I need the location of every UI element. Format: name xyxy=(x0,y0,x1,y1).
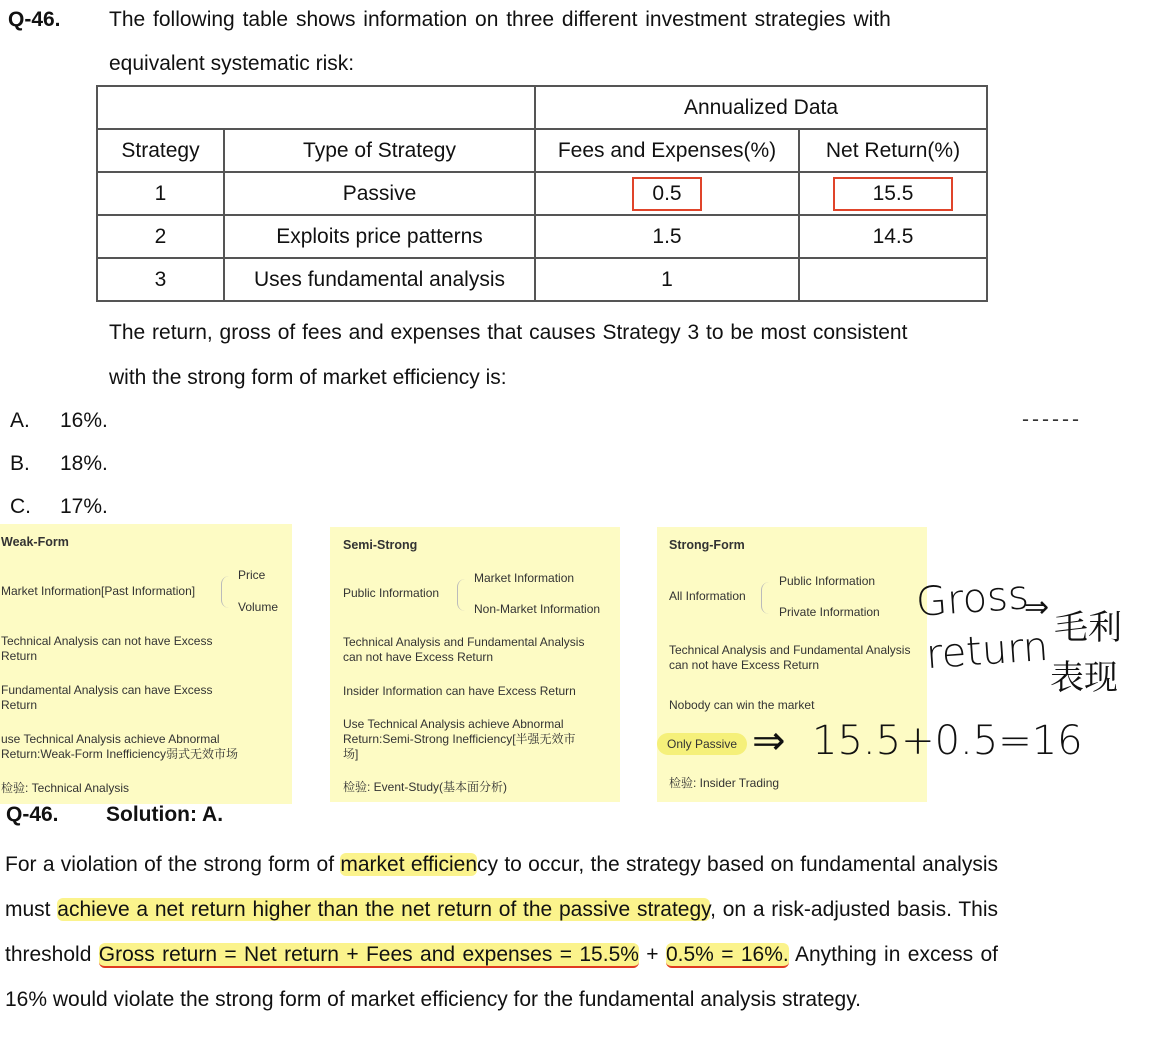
semi-branch-market: Market Information xyxy=(474,571,575,585)
weak-brace xyxy=(221,576,232,608)
semi-note-3b: Return:Semi-Strong Inefficiency[半强无效市 xyxy=(343,732,576,746)
option-a[interactable] xyxy=(10,409,108,433)
highlight-gross-return: Gross return = Net return + Fees and expenses = 15.5% xyxy=(98,943,639,966)
strong-form-title: Strong-Form xyxy=(669,538,745,552)
handwritten-gross: Gross xyxy=(914,572,1031,626)
handwritten-return: return xyxy=(924,623,1050,679)
option-text: 18%. xyxy=(60,452,108,475)
red-box-annotation: 0.5 xyxy=(632,177,701,211)
table-empty-corner xyxy=(97,86,535,129)
semi-test: 检验: Event-Study(基本面分析) xyxy=(343,780,508,794)
option-letter: A. xyxy=(10,409,30,432)
handwritten-calculation: 15.5+0.5=16 xyxy=(812,718,1083,764)
strong-brace xyxy=(761,582,772,614)
strong-note-1a: Technical Analysis and Fundamental Analysis xyxy=(669,643,911,657)
table-row xyxy=(97,172,987,215)
option-text: 17%. xyxy=(60,495,108,518)
question-follow-line2: with the strong form of market efficiency is: xyxy=(109,366,507,389)
table-header-cell: Strategy xyxy=(97,129,224,172)
table-header-cell: Net Return(%) xyxy=(799,129,987,172)
handwritten-arrow-1: ⇒ xyxy=(1024,590,1050,625)
highlight-sixteen-percent: 0.5% = 16%. xyxy=(665,943,789,966)
table-group-header-row xyxy=(97,86,987,129)
solution-heading: Solution: A. xyxy=(106,803,224,826)
red-box-annotation: 15.5 xyxy=(833,177,954,211)
table-header-row xyxy=(97,129,987,172)
question-stem-line2: equivalent systematic risk: xyxy=(109,52,355,75)
handwritten-arrow-2: ⇒ xyxy=(752,718,786,764)
weak-test: 检验: Technical Analysis xyxy=(1,781,130,795)
solution-segment: , on a risk-adjusted basis. This threshold xyxy=(5,898,999,966)
solution-number: Q-46. xyxy=(6,803,59,826)
table-cell: 2 xyxy=(97,215,224,258)
weak-note-1b: Return xyxy=(1,649,38,663)
solution-segment: Anything in excess of 16% would violate the strong form of market efficiency for the fundamental analysis strategy. xyxy=(5,943,999,1011)
weak-note-3a: use Technical Analysis achieve Abnormal xyxy=(1,732,220,746)
solution-segment: cy to occur, the strategy based on fundamental analysis must xyxy=(5,853,998,921)
table-cell: Uses fundamental analysis xyxy=(224,258,535,301)
only-passive-highlight: Only Passive xyxy=(657,733,747,755)
semi-note-1a: Technical Analysis and Fundamental Analysis xyxy=(343,635,585,649)
semi-note-2: Insider Information can have Excess Return xyxy=(343,684,576,698)
table-header-cell: Type of Strategy xyxy=(224,129,535,172)
solution-segment: For a violation of the strong form of xyxy=(5,853,341,876)
table-cell: 14.5 xyxy=(799,215,987,258)
strong-test: 检验: Insider Trading xyxy=(669,776,780,790)
semi-note-3a: Use Technical Analysis achieve Abnormal xyxy=(343,717,564,731)
handwritten-chinese-1: 毛利 xyxy=(1054,608,1122,648)
semi-note-3c: 场] xyxy=(343,747,359,761)
weak-note-1a: Technical Analysis can not have Excess xyxy=(1,634,213,648)
semi-note-1b: can not have Excess Return xyxy=(343,650,494,664)
strong-note-2: Nobody can win the market xyxy=(669,698,815,712)
option-letter: C. xyxy=(10,495,31,518)
table-group-header: Annualized Data xyxy=(535,86,987,129)
table-cell: 1.5 xyxy=(535,215,799,258)
table-cell: 1 xyxy=(535,258,799,301)
table-row xyxy=(97,258,987,301)
table-header-cell: Fees and Expenses(%) xyxy=(535,129,799,172)
table-row xyxy=(97,215,987,258)
table-cell: 1 xyxy=(97,172,224,215)
weak-form-panel xyxy=(0,524,292,804)
weak-note-3b: Return:Weak-Form Inefficiency弱式无效市场 xyxy=(1,747,238,761)
semi-info-label: Public Information xyxy=(343,586,440,600)
semi-strong-title: Semi-Strong xyxy=(343,538,418,552)
question-follow-line1: The return, gross of fees and expenses that causes Strategy 3 to be most consistent xyxy=(109,321,908,344)
semi-brace xyxy=(457,579,468,611)
weak-form-title: Weak-Form xyxy=(1,535,69,549)
strong-branch-public: Public Information xyxy=(779,574,876,588)
semi-strong-panel xyxy=(330,527,620,802)
table-cell: 3 xyxy=(97,258,224,301)
highlight-net-return: achieve a net return higher than the net return of the passive strategy xyxy=(57,898,711,921)
highlight-market-efficiency: market efficien xyxy=(340,853,477,876)
table-cell: Passive xyxy=(224,172,535,215)
table-cell-annotated xyxy=(535,172,799,215)
dash-mark: ------ xyxy=(1022,408,1082,431)
strong-highlight xyxy=(657,737,747,752)
option-text: 16%. xyxy=(60,409,108,432)
strong-info-label: All Information xyxy=(669,589,746,603)
weak-info-label: Market Information[Past Information] xyxy=(1,584,196,598)
weak-branch-volume: Volume xyxy=(238,600,279,614)
question-number: Q-46. xyxy=(8,8,61,31)
table-cell xyxy=(799,258,987,301)
weak-branch-price: Price xyxy=(238,568,266,582)
solution-text xyxy=(5,842,998,1022)
handwritten-chinese-2: 表现 xyxy=(1050,658,1118,698)
weak-note-2b: Return xyxy=(1,698,38,712)
strong-branch-private: Private Information xyxy=(779,605,880,619)
solution-segment: + xyxy=(638,943,666,966)
semi-branch-nonmarket: Non-Market Information xyxy=(474,602,601,616)
option-letter: B. xyxy=(10,452,30,475)
table-cell-annotated xyxy=(799,172,987,215)
strategy-table xyxy=(96,85,988,302)
option-b[interactable] xyxy=(10,452,108,476)
solution-paragraph xyxy=(5,842,998,1022)
weak-note-2a: Fundamental Analysis can have Excess xyxy=(1,683,213,697)
question-stem-line1: The following table shows information on three different investment strategies with xyxy=(109,8,891,31)
table-cell: Exploits price patterns xyxy=(224,215,535,258)
option-c[interactable] xyxy=(10,495,108,519)
strong-note-1b: can not have Excess Return xyxy=(669,658,820,672)
